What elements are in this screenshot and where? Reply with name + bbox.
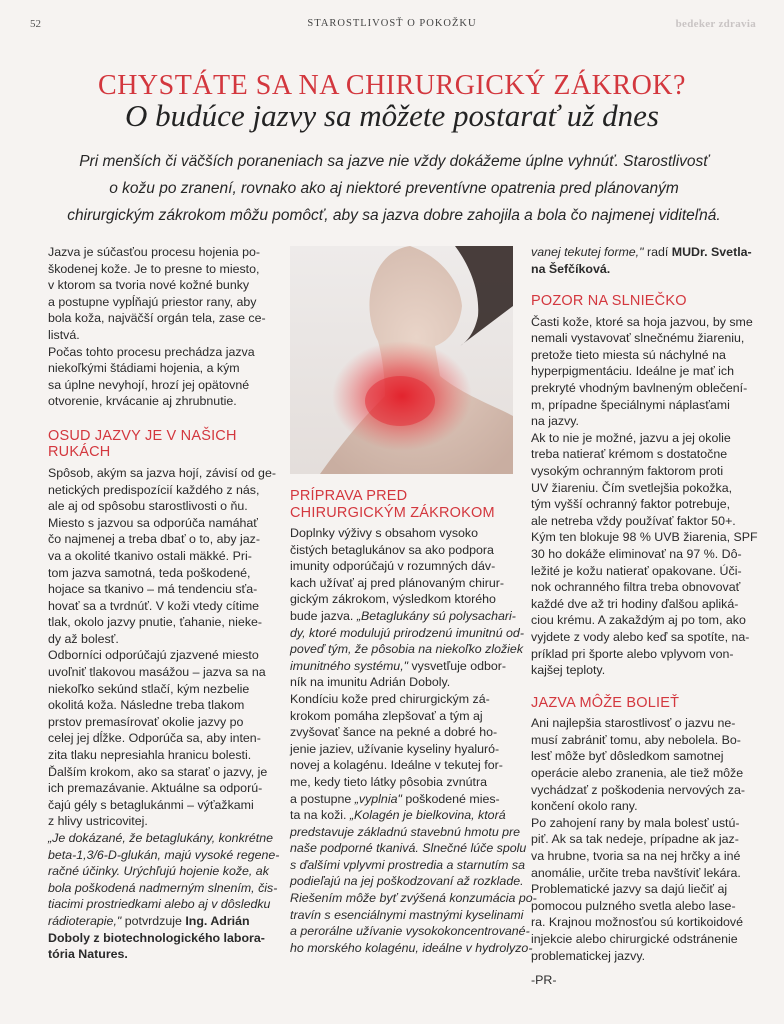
text-line: Ak to nie je možné, jazvu a jej okolie bbox=[531, 430, 731, 445]
subheading-line: CHIRURGICKÝM ZÁKROKOM bbox=[290, 504, 495, 521]
text-line: bude jazva. bbox=[290, 608, 354, 623]
text-line: hojace sa tkanivo – má tendenciu sťa- bbox=[48, 582, 258, 597]
text-line: ník na imunitu Adrián Doboly. bbox=[290, 675, 451, 690]
headline-kicker: CHYSTÁTE SA NA CHIRURGICKÝ ZÁKROK? bbox=[98, 70, 686, 101]
text-line: zita tlaku nepresiahla hranicu bolesti. bbox=[48, 748, 252, 763]
text-line: m, prípadne špeciálnymi náplasťami bbox=[531, 397, 730, 412]
text-line: Jazva je súčasťou procesu hojenia po- bbox=[48, 245, 260, 259]
neck-illustration bbox=[290, 246, 513, 474]
paragraph bbox=[290, 525, 524, 691]
quote-line: račné účinky. Urýchľujú hojenie kože, ak bbox=[48, 864, 269, 879]
quote-line: beta-1,3/6-D-glukán, majú vysoké regene- bbox=[48, 847, 280, 862]
text-line: škodenej kože. Je to presne to miesto, bbox=[48, 261, 260, 276]
subheading-sun: POZOR NA SLNIEČKO bbox=[531, 293, 687, 310]
paragraph bbox=[531, 430, 757, 679]
expert-affiliation: Doboly z biotechnologického labora- bbox=[48, 930, 265, 945]
attribution-verb: potvrdzuje bbox=[121, 913, 186, 928]
text-line: ta na koži. bbox=[290, 808, 347, 823]
subheading-line: RUKÁCH bbox=[48, 444, 111, 461]
text-line: zvyšovať šance na pekné a dobré ho- bbox=[290, 725, 498, 740]
text-line: problematickej jazvy. bbox=[531, 948, 646, 963]
text-line: Problematické jazvy sa dajú liečiť aj bbox=[531, 882, 728, 897]
subheading-line: OSUD JAZVY JE V NAŠICH bbox=[48, 427, 237, 444]
paragraph bbox=[48, 764, 272, 830]
text-line: hovať sa a tvrdnúť. V koži vtedy cítime bbox=[48, 598, 260, 613]
paragraph bbox=[531, 815, 757, 964]
text-line: a postupne bbox=[290, 791, 352, 806]
text-line: poškodené mies- bbox=[401, 791, 500, 806]
page-header bbox=[0, 18, 784, 36]
text-line: ale netreba vždy používať faktor 50+. bbox=[531, 513, 736, 528]
text-line: príklad pri športe alebo vplyvom von- bbox=[531, 646, 734, 661]
column-middle bbox=[290, 488, 537, 956]
text-line: operácie alebo zranenia, ale tiež môže bbox=[531, 766, 744, 781]
text-line: Počas tohto procesu prechádza jazva bbox=[48, 344, 255, 359]
paragraph bbox=[531, 314, 757, 430]
quote-line: a perorálne užívanie vysokokoncentrované- bbox=[290, 924, 530, 939]
paragraph bbox=[48, 647, 272, 763]
quote-line: poveď tým, že pôsobia na niekoľko zložiek bbox=[290, 642, 524, 657]
text-line: otvorenie, krvácanie aj zhrubnutie. bbox=[48, 394, 237, 409]
text-line: čajú gély s betaglukánmi – výťažkami bbox=[48, 797, 254, 812]
expert-name: na Šefčíková. bbox=[531, 261, 611, 276]
text-line: tom jazva samotná, teda poškodené, bbox=[48, 565, 251, 580]
quote-line: naše podporné tkanivá. Slnečné lúče spolu bbox=[290, 841, 527, 856]
text-line: kajšej teploty. bbox=[531, 663, 606, 678]
text-line: va hrubne, tvoria sa na nej hrčky a iné bbox=[531, 849, 741, 863]
text-line: novej a kolagénu. Ideálne v tekutej for- bbox=[290, 758, 503, 773]
text-line: UV žiareniu. Čím svetlejšia pokožka, bbox=[531, 480, 733, 495]
text-line: vyjdete z vody alebo keď sa spotíte, na- bbox=[531, 629, 750, 644]
text-line: ich premazávanie. Aktuálne sa odporú- bbox=[48, 781, 263, 796]
text-line: nemali vystavovať slnečnému žiareniu, bbox=[531, 331, 745, 346]
lead-line: chirurgickým zákrokom môžu pomôcť, aby sa jazva dobre zahojila a bola čo najmenej viditeľná. bbox=[67, 207, 721, 224]
text-line: z hlivy ustricovitej. bbox=[48, 814, 148, 829]
text-line: pomocou pulzného svetla alebo lase- bbox=[531, 898, 736, 913]
text-line: čistých betaglukánov sa ako podpora bbox=[290, 542, 494, 557]
text-line: vychádzať z poškodenia nervových za- bbox=[531, 782, 746, 797]
text-line: Časti kože, ktoré sa hoja jazvou, by sme bbox=[531, 314, 753, 329]
quote-end: vanej tekutej forme," bbox=[531, 245, 644, 259]
intro-paragraph-2 bbox=[48, 344, 272, 410]
text-line: vysokým ochranným faktorom proti bbox=[531, 464, 724, 479]
quote-line: tiacimi prostriedkami alebo aj v dôsledku bbox=[48, 897, 271, 912]
text-line: tlak, okolo jazvy pnutie, ťahanie, nieke- bbox=[48, 615, 263, 630]
text-line: čo najmenej a treba dbať o to, aby jaz- bbox=[48, 532, 260, 547]
text-line: imunity odporúčajú v rozumných dáv- bbox=[290, 559, 496, 574]
quote-start: „Betaglukány sú polysachari- bbox=[353, 608, 516, 623]
attribution-verb: radí bbox=[643, 245, 672, 259]
text-line: hyperpigmentáciu. Ideálne je mať ich bbox=[531, 364, 735, 379]
text-line: končení okolo rany. bbox=[531, 799, 638, 814]
headline: O budúce jazvy sa môžete postarať už dnes bbox=[125, 98, 659, 133]
text-line: na jazvy. bbox=[531, 414, 579, 429]
text-line: ale aj od spôsobu starostlivosti o ňu. bbox=[48, 499, 248, 514]
text-line: ležité je kožu natierať opakovane. Úči- bbox=[531, 563, 742, 578]
text-line: a postupne vypĺňajú priestor rany, aby bbox=[48, 294, 257, 309]
text-line: nok ochranného filtra treba obnovovať bbox=[531, 580, 741, 595]
quote-line: dy, ktoré modulujú prirodzenú imunitnú od- bbox=[290, 625, 524, 640]
quote-paragraph bbox=[48, 830, 280, 963]
text-line: okolitá koža. Následne treba tlakom bbox=[48, 698, 245, 713]
magazine-brand: bedeker zdravia bbox=[675, 18, 756, 30]
text-line: krokom pomáha zlepšovať a tým aj bbox=[290, 708, 483, 723]
text-line: netických predispozícií každého z nás, bbox=[48, 482, 260, 497]
text-line: piť. Ak sa tak nedeje, prípadne ak jaz- bbox=[531, 832, 739, 847]
lead-line: Pri menších či väčších poraneniach sa jazve nie vždy dokážeme úplne vyhnúť. Starostlivosť bbox=[79, 153, 709, 170]
lead-paragraph bbox=[30, 148, 758, 229]
text-line: niekoľko sekúnd stlačí, kým nezbelie bbox=[48, 681, 250, 696]
text-line: Po zahojení rany by mala bolesť ustú- bbox=[531, 815, 740, 830]
text-line: Kondíciu kože pred chirurgickým zá- bbox=[290, 691, 490, 706]
subheading-line: PRÍPRAVA PRED bbox=[290, 488, 408, 504]
quote-continuation bbox=[531, 244, 757, 277]
signature: -PR- bbox=[531, 973, 557, 988]
text-line: vysvetľuje odbor- bbox=[408, 658, 507, 673]
quote-line: podieľajú na jej poškodzovaní až rozklade. bbox=[290, 874, 524, 889]
text-line: Odborníci odporúčajú zjazvené miesto bbox=[48, 648, 259, 663]
intro-paragraph bbox=[48, 244, 272, 344]
text-line: každé dve až tri hodiny ďalšou apliká- bbox=[531, 596, 739, 611]
text-line: Ďalším krokom, ako sa starať o jazvy, je bbox=[48, 764, 268, 779]
text-line: v ktorom sa tvoria nové kožné bunky bbox=[48, 278, 250, 293]
text-line: musí zabrániť tomu, aby nebolela. Bo- bbox=[531, 732, 741, 747]
text-line: celej jej dĺžke. Odporúča sa, aby inten- bbox=[48, 731, 261, 746]
text-line: me, kedy tieto látky pôsobia zvnútra bbox=[290, 774, 487, 789]
subheading-preparation bbox=[290, 488, 513, 521]
quote-line: s ďalšími vplyvmi prostredia a starnutím sa bbox=[290, 857, 525, 872]
text-line: uvoľniť tlakovou masážou – jazva sa na bbox=[48, 665, 266, 680]
lead-line: o kožu po zranení, rovnako ako aj niektoré preventívne opatrenia pred plánovaným bbox=[109, 180, 679, 197]
text-line: injekcie alebo chirurgické odstránenie bbox=[531, 931, 738, 946]
text-line: Kým ten blokuje 98 % UVB žiarenia, SPF bbox=[531, 530, 758, 545]
text-line: 30 ho dokáže eliminovať na 97 %. Dô- bbox=[531, 547, 742, 561]
text-line: dy až bolesť. bbox=[48, 631, 119, 646]
subheading-fate bbox=[48, 428, 272, 461]
quote-line: „Je dokázané, že betaglukány, konkrétne bbox=[48, 831, 274, 845]
expert-name: Ing. Adrián bbox=[185, 913, 250, 928]
text-line: gickým zákrokom, výsledkom ktorého bbox=[290, 592, 496, 607]
text-line: Miesto s jazvou sa odporúča namáhať bbox=[48, 515, 258, 530]
text-line: Spôsob, akým sa jazva hojí, závisí od ge- bbox=[48, 465, 276, 480]
quote-end: rádioterapie," bbox=[48, 913, 122, 928]
text-line: Doplnky výživy s obsahom vysoko bbox=[290, 526, 478, 540]
text-line: anomálie, určite treba navštíviť lekára. bbox=[531, 865, 741, 880]
text-line: jenie jaziev, užívanie kyseliny hyaluró- bbox=[290, 741, 500, 756]
quote-start: „Kolagén je bielkovina, ktorá bbox=[346, 808, 506, 823]
text-line: ciou krému. A zakaždým aj po tom, ako bbox=[531, 613, 746, 628]
page-number: 52 bbox=[30, 18, 41, 30]
quoted-word: „vyplnia" bbox=[351, 791, 402, 806]
text-line: tým vyšší ochranný faktor potrebuje, bbox=[531, 497, 731, 512]
text-line: lesť môže byť dôsledkom samotnej bbox=[531, 749, 724, 764]
neck-photo bbox=[290, 246, 513, 474]
text-line: prstov premasírovať okolie jazvy po bbox=[48, 714, 244, 729]
text-line: ra. Krajnou možnosťou sú kortikoidové bbox=[531, 915, 743, 930]
text-line: kach užívať aj pred plánovaným chirur- bbox=[290, 575, 505, 590]
expert-affiliation: tória Natures. bbox=[48, 947, 128, 962]
text-line: pretože tieto miesta sú náchylné na bbox=[531, 347, 726, 362]
quote-line: Riešením môže byť zvýšená konzumácia po- bbox=[290, 891, 537, 906]
text-line: Ani najlepšia starostlivosť o jazvu ne- bbox=[531, 716, 736, 731]
text-line: treba natierať krémom s dostatočne bbox=[531, 447, 728, 462]
paragraph bbox=[531, 715, 757, 815]
quote-line: ho morského kolagénu, ideálne v hydrolyzo- bbox=[290, 940, 533, 955]
column-right bbox=[531, 244, 757, 989]
text-line: va a okolité tkanivo ostali mäkké. Pri- bbox=[48, 548, 252, 563]
text-line: listvá. bbox=[48, 327, 80, 342]
text-line: prekryté vhodným bavlneným oblečení- bbox=[531, 381, 748, 396]
quote-line: bola poškodená nadmerným slnením, čis- bbox=[48, 880, 278, 895]
paragraph bbox=[48, 465, 276, 515]
text-line: bola koža, najväčší orgán tela, zase ce- bbox=[48, 311, 266, 326]
expert-name: MUDr. Svetla- bbox=[671, 245, 752, 259]
quote-line: predstavuje základnú stavebnú hmotu pre bbox=[290, 824, 521, 839]
text-line: niekoľkými štádiami hojenia, a kým bbox=[48, 361, 240, 376]
quote-line: travín s esenciálnymi mastnými kyselinami bbox=[290, 907, 524, 922]
paragraph bbox=[290, 691, 537, 957]
column-left bbox=[48, 244, 280, 963]
subheading-pain: JAZVA MÔŽE BOLIEŤ bbox=[531, 694, 680, 711]
text-line: sa úplne nevyhojí, hrozí jej opätovné bbox=[48, 377, 250, 392]
quote-end: imunitného systému," bbox=[290, 658, 409, 673]
paragraph bbox=[48, 515, 272, 648]
section-title: STAROSTLIVOSŤ O POKOŽKU bbox=[307, 18, 477, 29]
